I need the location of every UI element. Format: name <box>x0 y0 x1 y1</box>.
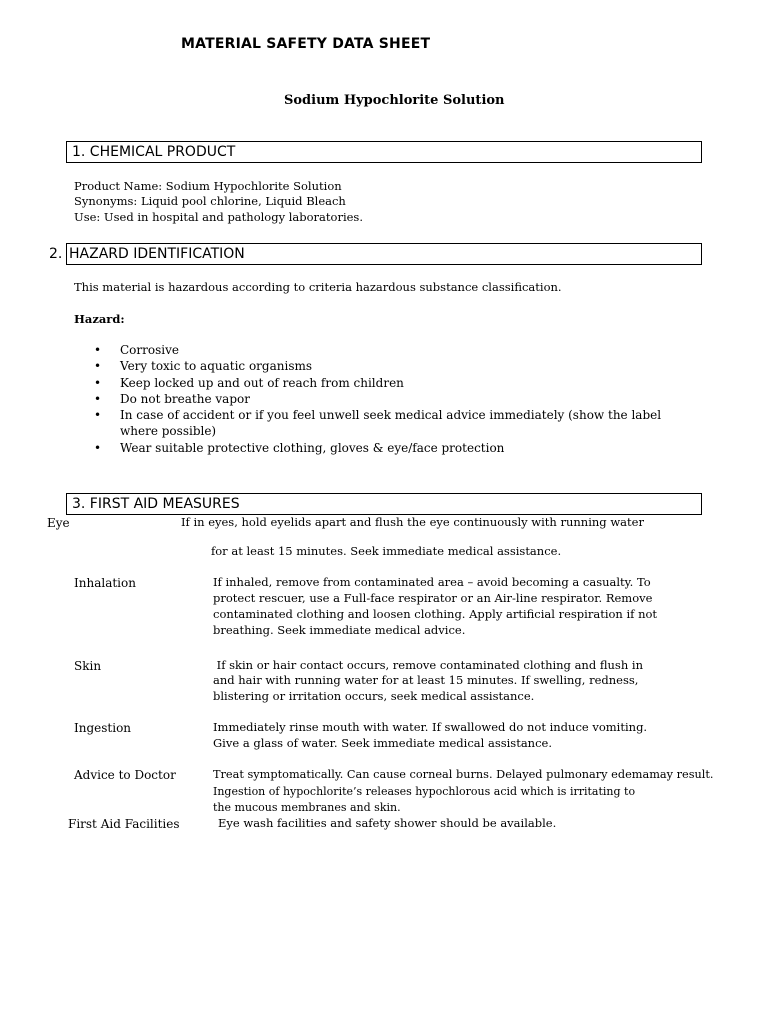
use: Use: Used in hospital and pathology laboratories. <box>74 210 363 224</box>
first-aid-text-advice-to-doctor: the mucous membranes and skin. <box>213 801 401 814</box>
list-item-continuation: where possible) <box>120 424 217 439</box>
first-aid-text-ingestion: Give a glass of water. Seek immediate medical assistance. <box>213 736 552 750</box>
first-aid-text-skin: and hair with running water for at least 15 minutes. If swelling, redness, <box>213 673 639 687</box>
list-item: • Corrosive <box>88 342 661 358</box>
section-heading-hazard-identification <box>66 243 702 265</box>
section-heading-chemical-product <box>66 141 702 163</box>
first-aid-text-eye: If in eyes, hold eyelids apart and flush the eye continuously with running water <box>181 515 644 529</box>
hazard-statement: This material is hazardous according to criteria hazardous substance classification. <box>74 280 562 294</box>
document-title: MATERIAL SAFETY DATA SHEET <box>181 36 431 52</box>
section-heading-text: HAZARD IDENTIFICATION <box>69 246 245 262</box>
first-aid-text-advice-to-doctor: Ingestion of hypochlorite’s releases hypochlorous acid which is irritating to <box>213 785 636 798</box>
first-aid-label-facilities: First Aid Facilities <box>68 817 180 831</box>
list-item: • Do not breathe vapor <box>88 391 661 407</box>
first-aid-text-ingestion: Immediately rinse mouth with water. If swallowed do not induce vomiting. <box>213 720 648 734</box>
hazard-label: Hazard: <box>74 312 125 326</box>
document-subtitle: Sodium Hypochlorite Solution <box>284 93 505 108</box>
list-item: • Very toxic to aquatic organisms <box>88 358 661 374</box>
first-aid-label-eye: Eye <box>47 516 70 530</box>
first-aid-text-inhalation: contaminated clothing and loosen clothing. Apply artificial respiration if not <box>213 607 658 621</box>
first-aid-text-inhalation: protect rescuer, use a Full-face respirator or an Air-line respirator. Remove <box>213 591 653 605</box>
first-aid-text-inhalation: breathing. Seek immediate medical advice. <box>213 623 466 637</box>
list-item: • Keep locked up and out of reach from children <box>88 375 661 391</box>
first-aid-label-skin: Skin <box>74 659 102 673</box>
section-heading-text: 1. CHEMICAL PRODUCT <box>72 144 236 160</box>
first-aid-label-advice-to-doctor: Advice to Doctor <box>74 768 176 782</box>
section-number: 2. <box>49 246 63 262</box>
synonyms: Synonyms: Liquid pool chlorine, Liquid Bleach <box>74 194 346 208</box>
first-aid-text-facilities: Eye wash facilities and safety shower should be available. <box>218 816 557 830</box>
section-heading-first-aid <box>66 493 702 515</box>
section-heading-text: 3. FIRST AID MEASURES <box>72 496 240 512</box>
first-aid-text-skin: If skin or hair contact occurs, remove contaminated clothing and flush in <box>213 658 643 672</box>
list-item: • In case of accident or if you feel unwell seek medical advice immediately (show the label <box>88 407 661 423</box>
first-aid-text-inhalation: If inhaled, remove from contaminated area – avoid becoming a casualty. To <box>213 575 651 589</box>
first-aid-text-advice-to-doctor: Treat symptomatically. Can cause corneal burns. Delayed pulmonary edemamay result. <box>213 768 714 781</box>
first-aid-label-ingestion: Ingestion <box>74 721 132 735</box>
list-item: • Wear suitable protective clothing, gloves & eye/face protection <box>88 440 661 456</box>
hazard-list <box>88 342 661 456</box>
first-aid-text-eye: for at least 15 minutes. Seek immediate medical assistance. <box>211 544 562 558</box>
first-aid-text-skin: blistering or irritation occurs, seek medical assistance. <box>213 689 535 703</box>
first-aid-label-inhalation: Inhalation <box>74 576 136 590</box>
product-name: Product Name: Sodium Hypochlorite Solution <box>74 179 342 193</box>
